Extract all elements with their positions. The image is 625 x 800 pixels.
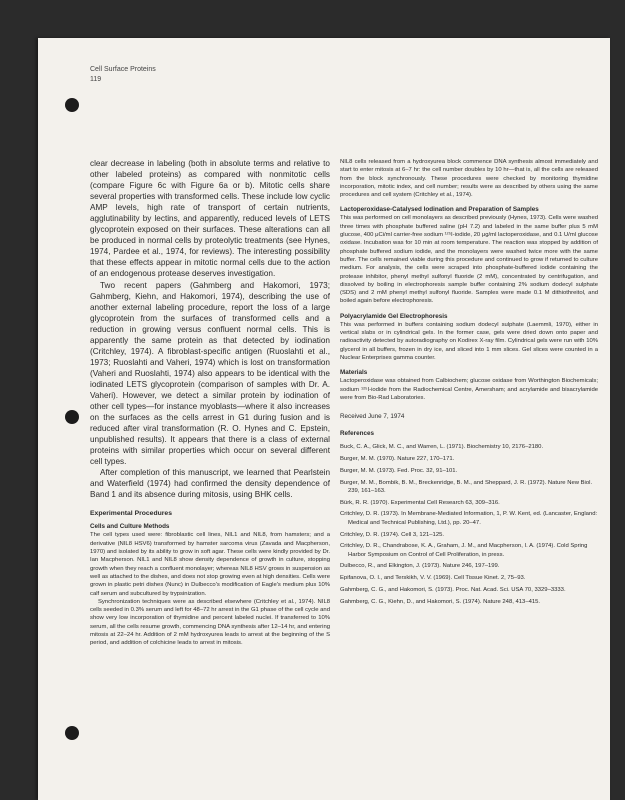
reference-entry: Burger, M. M. (1973). Fed. Proc. 32, 91–101.: [340, 467, 458, 474]
binder-hole: [65, 98, 79, 112]
reference-entry: Burger, M. M. (1970). Nature 227, 170–171.: [340, 455, 455, 462]
methods-paragraph: The cell types used were: fibroblastic cell lines, NIL1 and NIL8, from hamsters; and a derivative (NIL8 HSV6) transformed by hamster sarcoma virus (Zavada and Macpherson, 1970) and isolated by its ability to grow in soft agar. These cells were kindly provided by Dr. Ian Macpherson. NIL1 and NIL8 show density dependence of growth in culture, stopping growth when they reach a confluent monolayer; whereas NIL8 HSV grows in suspension as well as attached to the dishes, and does not stop growing even at high densities. Cells were grown in plastic petri dishes (Nunc) in Dulbecco's modification of Eagle's medium plus 10% calf serum and subcultured by trypsinization.: [90, 532, 330, 597]
reference-entry: Critchley, D. R. (1973). In Membrane-Mediated Information, 1, P. W. Kent, ed. (Lancaster, England: Medical and Technical Publishing, Ltd.), pp. 20–47.: [340, 511, 598, 526]
methods-paragraph: Synchronization techniques were as described elsewhere (Critchley et al., 1974). NIL8 cells seeded in 0.3% serum and left for 48–72 hr arrest in the G1 phase of the cell cycle and show very low incorporation of thymidine and percent labeled nuclei. If transferred to 10% serum, all the cells resume growth, commencing DNA synthesis after 12–14 hr, and entering mitosis at 22–24 hr. Addition of 2 mM hydroxyurea leads to arrest at the beginning of the S period, and addition of colchicine leads to arrest in mitosis.: [90, 598, 330, 647]
binder-hole: [65, 726, 79, 740]
methods-paragraph: This was performed on cell monolayers as described previously (Hynes, 1973). Cells were washed three times with phosphate buffered saline (pH 7.2) and labeled in the same buffer plus 5 mM glucose, 400 μCi/ml carrier-free sodium ¹²⁵I-iodide, 20 μg/ml lactoperoxidase, and 0.1 U/ml glucose oxidase. Incubation was for 10 min at room temperature. The reaction was stopped by addition of phosphate buffered sodium iodide, and the monolayers were washed twice more with the same buffer. The cells remained viable during this procedure and continued to grow if returned to culture medium. For analysis, the cells were scraped into phosphate-buffered iodide containing the protease inhibitor, phenyl methyl sulfonyl fluoride (2 mM), concentrated by centrifugation, and dissolved by boiling in electrophoresis sample buffer containing 2% sodium dodecyl sulphate (SDS) and 2 mM phenyl methyl sulfonyl fluoride. Samples were made 0.1 M dithiothreitol, and boiled again before electrophoresis.: [340, 215, 598, 305]
reference-entry: Critchley, D. R. (1974). Cell 3, 121–125.: [340, 531, 445, 538]
running-header: [90, 65, 156, 85]
section-heading: Experimental Procedures: [90, 510, 172, 518]
running-title: Cell Surface Proteins: [90, 66, 156, 73]
reference-entry: Buck, C. A., Glick, M. C., and Warren, L. (1971). Biochemistry 10, 2176–2180.: [340, 444, 544, 451]
reference-entry: Gahmberg, C. G., Kiehn, D., and Hakomori, S. (1974). Nature 248, 413–415.: [340, 598, 541, 605]
reference-entry: Critchley, D. R., Chandrabose, K. A., Graham, J. M., and Macpherson, I. A. (1974). Cold Spring Harbor Symposium on Control of Cell Proliferation, in press.: [340, 543, 588, 558]
reference-entry: Dulbecco, R., and Elkington, J. (1973). Nature 246, 197–199.: [340, 563, 500, 570]
references-heading: References: [340, 430, 374, 438]
methods-paragraph: Lactoperoxidase was obtained from Calbiochem; glucose oxidase from Worthington Biochemicals; sodium ¹²⁵I-iodide from the Radiochemical Centre, Amersham; and acrylamide and bisacrylamide were from Bio-Rad Laboratories.: [340, 378, 598, 401]
subsection-heading: Materials: [340, 369, 368, 377]
received-date: Received June 7, 1974: [340, 413, 405, 421]
reference-list: [340, 443, 598, 606]
left-column: [90, 158, 330, 648]
body-paragraph: Two recent papers (Gahmberg and Hakomori, 1973; Gahmberg, Kiehn, and Hakomori, 1974), describing the use of another external labeling procedure, report the loss of a large glycoprotein from the surfaces of transformed cells and a reduction in growing versus confluent normal cells. This is apparently the same protein as that detected by iodination (Critchley, 1974). A fibroblast-specific antigen (Ruoslahti et al., 1973; Ruoslahti and Vaheri, 1974) which is lost on transformation (Vaheri and Ruoslahti, 1974) also appears to be identical with the iodinated LETS glycoprotein (comparison of samples with Dr. A. Vaheri). However, we detect a similar protein by iodination of other cell types—for instance myoblasts—where it also increases on the surfaces as the cells arrest in G1 during fusion and is reduced after viral transformation (R. O. Hynes and C. Epstein, unpublished results). It appears that there is a class of external proteins with similar properties which occur on several different cell types.: [90, 280, 330, 467]
binder-hole: [65, 410, 79, 424]
page-number: 119: [90, 76, 102, 83]
body-paragraph: After completion of this manuscript, we learned that Pearlstein and Waterfield (1974) had confirmed the density dependence of Band 1 and its absence during mitosis, using BHK cells.: [90, 468, 330, 500]
reference-entry: Gahmberg, C. G., and Hakomori, S. (1973). Proc. Nat. Acad. Sci. USA 70, 3329–3333.: [340, 586, 566, 593]
methods-paragraph: This was performed in buffers containing sodium dodecyl sulphate (Laemmli, 1970), either in vertical slabs or in cylindrical gels. In the former case, gels were dried down onto paper and radioactivity detected by autoradiography on Kodirex X-ray film. Cylindrical gels were run with 10% glycerol in all buffers, frozen in dry ice, and sliced into 1 mm slices. Gel slices were counted in a Nuclear Enterprises gamma counter.: [340, 321, 598, 361]
body-paragraph: clear decrease in labeling (both in absolute terms and relative to other labeled proteins) as compared with nonmitotic cells (compare Figure 6c with Figure 6a or b). Mitotic cells share several properties with transformed cells. These include low cyclic AMP levels, high rate of transport of certain nutrients, agglutinability by lectins, and apparently, reduced levels of LETS glycoprotein exposed on their surfaces. These alterations can all be produced in normal cells by proteolytic treatments (see Hynes, 1974, Pardee et al., 1974, for reviews). The interesting possibility that these effects appear in mitotic normal cells due to the action of an endogenous protease deserves investigation.: [90, 159, 330, 279]
right-column: [340, 158, 598, 610]
subsection-heading: Cells and Culture Methods: [90, 523, 170, 531]
reference-entry: Bürk, R. R. (1970). Experimental Cell Research 63, 309–316.: [340, 499, 500, 506]
subsection-heading: Lactoperoxidase-Catalysed Iodination and Preparation of Samples: [340, 206, 539, 214]
reference-entry: Burger, M. M., Bombik, B. M., Breckenridge, B. M., and Sheppard, J. R. (1972). Nature New Biol. 239, 161–163.: [340, 479, 593, 494]
reference-entry: Epifanova, O. I., and Terskikh, V. V. (1969). Cell Tissue Kinet. 2, 75–93.: [340, 575, 526, 582]
journal-page: [38, 38, 610, 800]
methods-paragraph: NIL8 cells released from a hydroxyurea block commence DNA synthesis almost immediately and start to enter mitosis at 6–7 hr: the cell number doubles by 10 hr—that is, all the cells are released from the block synchronously. These procedures were checked by monitoring thymidine incorporation, mitotic index, and cell number; results were as described by others using the same procedures and cell system (Critchley et al., 1974).: [340, 159, 598, 199]
subsection-heading: Polyacrylamide Gel Electrophoresis: [340, 312, 448, 320]
